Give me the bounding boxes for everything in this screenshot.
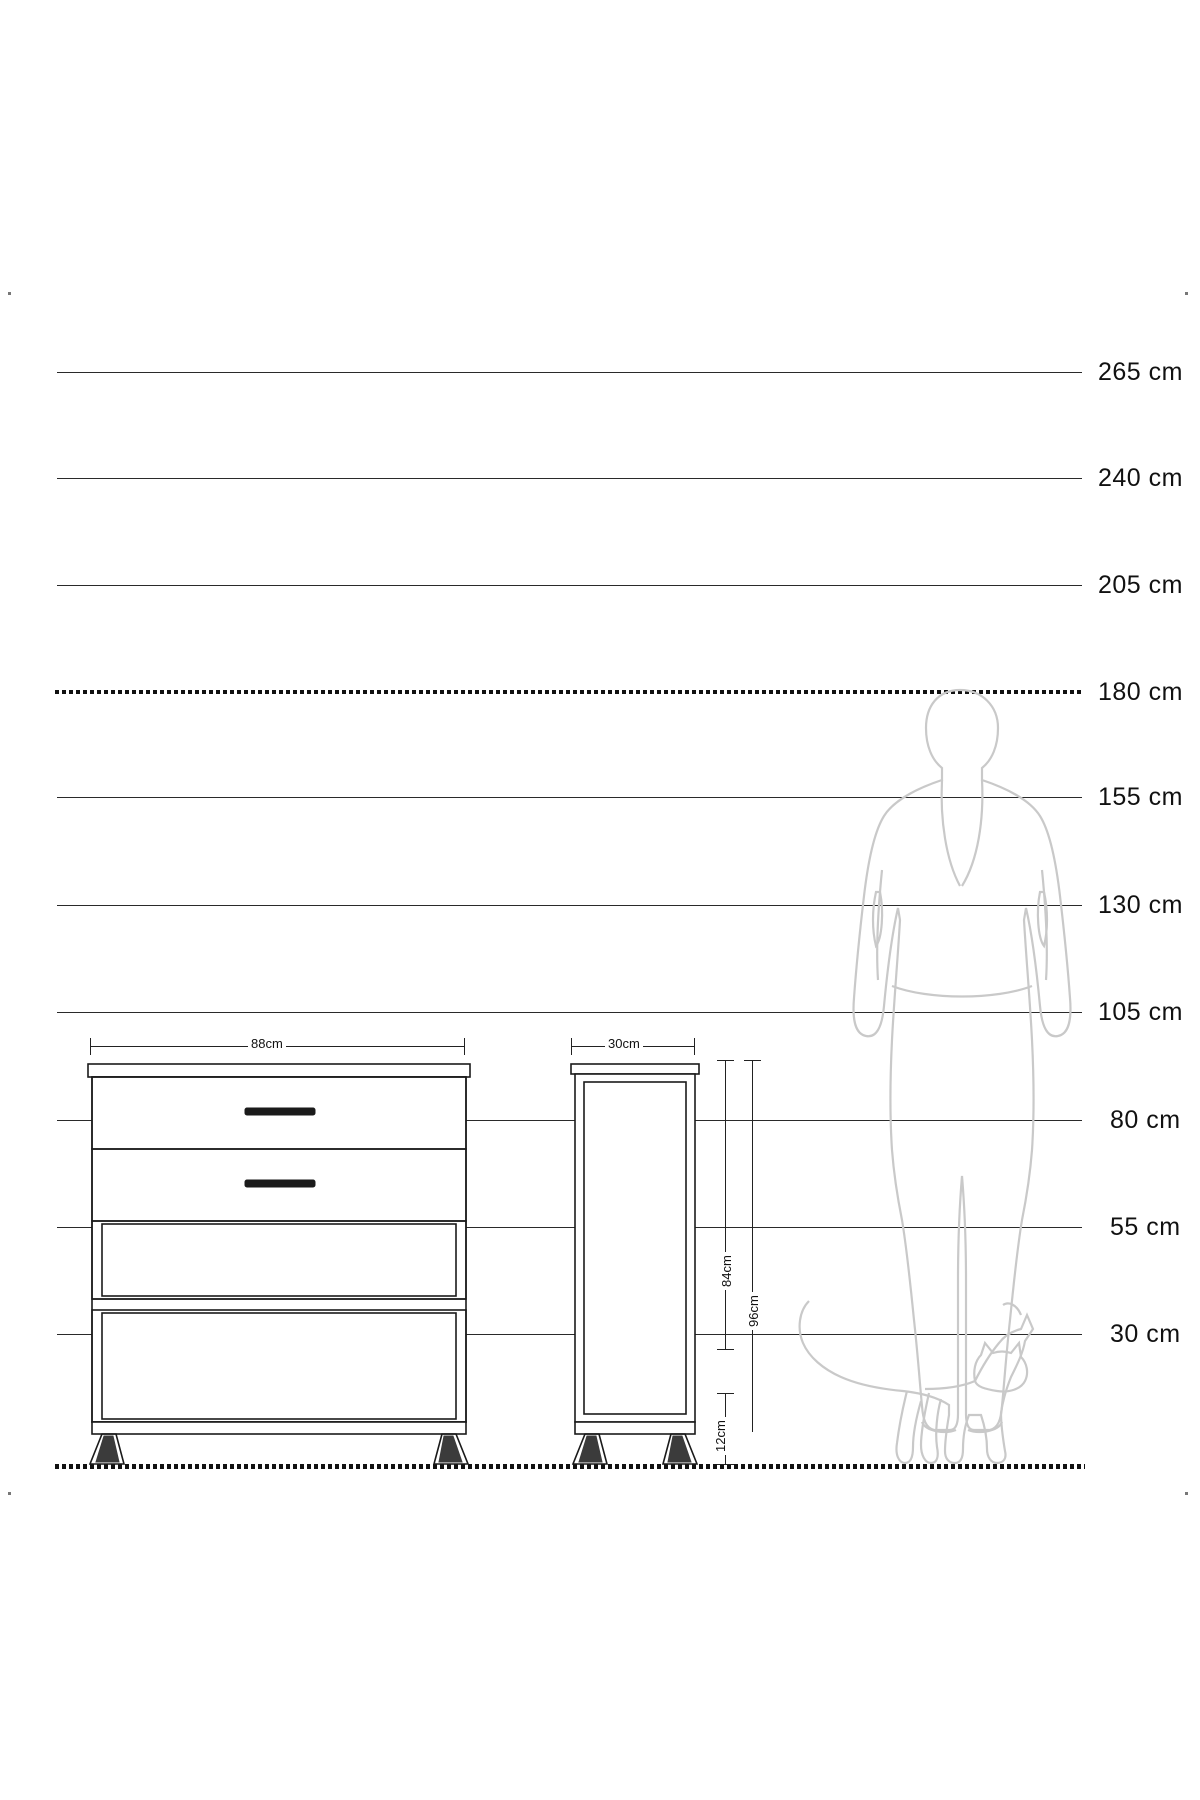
scale-line-265 [57, 372, 1082, 373]
dresser-body [92, 1077, 466, 1422]
scale-label-240: 240 cm [1098, 464, 1183, 492]
height-96-label: 96cm [746, 1292, 761, 1330]
height-96-tick-top [744, 1060, 761, 1061]
scale-label-105: 105 cm [1098, 998, 1183, 1026]
height-84-dimension-line [725, 1060, 726, 1350]
cabinet-base-rail [575, 1422, 695, 1434]
cat-outline [800, 1301, 1033, 1463]
scale-label-180: 180 cm [1098, 678, 1183, 706]
cabinet-width-label: 30cm [605, 1036, 643, 1051]
cat-figure [795, 1295, 1040, 1470]
scale-line-205 [57, 585, 1082, 586]
scale-label-80: 80 cm [1110, 1106, 1181, 1134]
cabinet-width-tick-left [571, 1038, 572, 1055]
dresser-width-tick-left [90, 1038, 91, 1055]
cat-tail-tip [1003, 1303, 1021, 1315]
dresser-base-rail [92, 1422, 466, 1434]
height-96-dimension-line [752, 1060, 753, 1432]
scale-label-130: 130 cm [1098, 891, 1183, 919]
human-lapel-left [942, 780, 960, 886]
registration-dot-bottom-left [8, 1492, 11, 1495]
dresser-width-tick-right [464, 1038, 465, 1055]
cabinet-top [571, 1064, 699, 1074]
height-12-tick-bottom [717, 1464, 734, 1465]
height-84-tick-top [717, 1060, 734, 1061]
scale-label-205: 205 cm [1098, 571, 1183, 599]
scale-label-155: 155 cm [1098, 783, 1183, 811]
registration-dot-top-right [1185, 292, 1188, 295]
height-84-tick-bottom [717, 1349, 734, 1350]
dresser-handle-2 [245, 1180, 315, 1187]
cabinet-width-tick-right [694, 1038, 695, 1055]
registration-dot-bottom-right [1185, 1492, 1188, 1495]
tall-cabinet [565, 1058, 715, 1478]
height-12-label: 12cm [713, 1417, 728, 1455]
human-jacket-hem [892, 986, 1032, 997]
scale-label-30: 30 cm [1110, 1320, 1181, 1348]
scale-label-265: 265 cm [1098, 358, 1183, 386]
human-lapel-right [962, 780, 982, 886]
cat-front-legs [896, 1391, 941, 1463]
height-12-tick-top [717, 1393, 734, 1394]
cabinet-body [575, 1074, 695, 1422]
scale-line-240 [57, 478, 1082, 479]
dresser-top [88, 1064, 470, 1077]
height-84-label: 84cm [719, 1252, 734, 1290]
scale-label-55: 55 cm [1110, 1213, 1181, 1241]
dresser-width-label: 88cm [248, 1036, 286, 1051]
dresser-handle-1 [245, 1108, 315, 1115]
registration-dot-top-left [8, 292, 11, 295]
dresser [80, 1058, 480, 1478]
